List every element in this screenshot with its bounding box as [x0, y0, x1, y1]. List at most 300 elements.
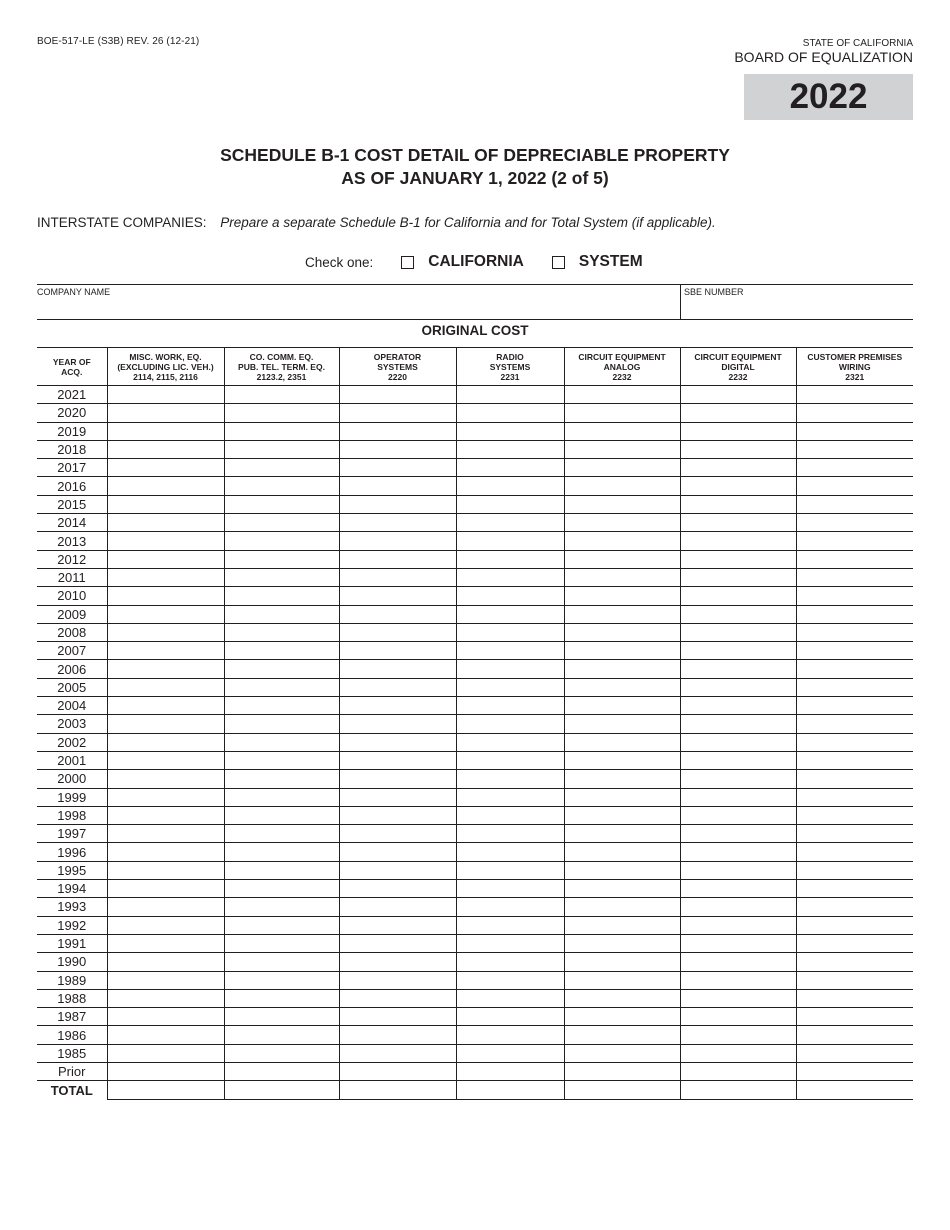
cost-input-cell[interactable]: [224, 989, 339, 1007]
cost-input-cell[interactable]: [456, 971, 564, 989]
cost-input-cell[interactable]: [680, 1062, 796, 1080]
cost-input-cell[interactable]: [224, 459, 339, 477]
cost-input-cell[interactable]: [564, 459, 680, 477]
cost-input-cell[interactable]: [456, 495, 564, 513]
cost-input-cell[interactable]: [224, 1044, 339, 1062]
cost-input-cell[interactable]: [680, 605, 796, 623]
cost-input-cell[interactable]: [796, 386, 913, 404]
cost-input-cell[interactable]: [456, 733, 564, 751]
cost-input-cell[interactable]: [224, 532, 339, 550]
cost-input-cell[interactable]: [564, 623, 680, 641]
cost-input-cell[interactable]: [456, 1008, 564, 1026]
cost-input-cell[interactable]: [680, 477, 796, 495]
cost-input-cell[interactable]: [224, 514, 339, 532]
cost-input-cell[interactable]: [796, 751, 913, 769]
cost-input-cell[interactable]: [564, 770, 680, 788]
cost-input-cell[interactable]: [796, 971, 913, 989]
cost-input-cell[interactable]: [339, 971, 456, 989]
cost-input-cell[interactable]: [339, 1044, 456, 1062]
cost-input-cell[interactable]: [796, 422, 913, 440]
cost-input-cell[interactable]: [796, 825, 913, 843]
cost-input-cell[interactable]: [796, 916, 913, 934]
cost-input-cell[interactable]: [224, 386, 339, 404]
cost-input-cell[interactable]: [456, 916, 564, 934]
col-co-comm: CO. COMM. EQ. PUB. TEL. TERM. EQ. 2123.2, 2351: [224, 348, 339, 386]
cost-input-cell[interactable]: [796, 404, 913, 422]
cost-input-cell[interactable]: [224, 404, 339, 422]
cost-input-cell[interactable]: [680, 788, 796, 806]
cost-input-cell[interactable]: [796, 1044, 913, 1062]
cost-input-cell[interactable]: [564, 953, 680, 971]
cost-input-cell[interactable]: [224, 861, 339, 879]
cost-input-cell[interactable]: [564, 678, 680, 696]
table-row: [37, 678, 913, 696]
cost-input-cell[interactable]: [339, 843, 456, 861]
cost-input-cell[interactable]: [224, 678, 339, 696]
cost-input-cell[interactable]: [107, 861, 224, 879]
california-option[interactable]: [401, 253, 524, 271]
cost-input-cell[interactable]: [680, 880, 796, 898]
table-row: [37, 1062, 913, 1080]
cost-input-cell[interactable]: [107, 697, 224, 715]
cost-input-cell[interactable]: [107, 1008, 224, 1026]
cost-input-cell[interactable]: [796, 1081, 913, 1099]
cost-input-cell[interactable]: [224, 934, 339, 952]
cost-input-cell[interactable]: [456, 678, 564, 696]
cost-input-cell[interactable]: [339, 953, 456, 971]
cost-input-cell[interactable]: [680, 1081, 796, 1099]
cost-input-cell[interactable]: [107, 916, 224, 934]
cost-input-cell[interactable]: [107, 422, 224, 440]
cost-input-cell[interactable]: [107, 404, 224, 422]
cost-input-cell[interactable]: [339, 642, 456, 660]
cost-input-cell[interactable]: [107, 751, 224, 769]
cost-input-cell[interactable]: [339, 1026, 456, 1044]
cost-input-cell[interactable]: [339, 1081, 456, 1099]
cost-input-cell[interactable]: [680, 404, 796, 422]
cost-input-cell[interactable]: [339, 898, 456, 916]
cost-input-cell[interactable]: [456, 934, 564, 952]
cost-input-cell[interactable]: [224, 733, 339, 751]
cost-input-cell[interactable]: [564, 934, 680, 952]
cost-input-cell[interactable]: [564, 660, 680, 678]
cost-input-cell[interactable]: [339, 532, 456, 550]
cost-input-cell[interactable]: [224, 806, 339, 824]
cost-input-cell[interactable]: [107, 660, 224, 678]
cost-input-cell[interactable]: [680, 587, 796, 605]
cost-input-cell[interactable]: [564, 697, 680, 715]
cost-input-cell[interactable]: [339, 1008, 456, 1026]
cost-input-cell[interactable]: [224, 953, 339, 971]
table-row: [37, 1044, 913, 1062]
cost-input-cell[interactable]: [107, 1062, 224, 1080]
cost-input-cell[interactable]: [107, 477, 224, 495]
cost-input-cell[interactable]: [456, 642, 564, 660]
cost-input-cell[interactable]: [339, 806, 456, 824]
cost-input-cell[interactable]: [339, 825, 456, 843]
cost-input-cell[interactable]: [224, 568, 339, 586]
cost-input-cell[interactable]: [339, 440, 456, 458]
cost-input-cell[interactable]: [680, 770, 796, 788]
cost-input-cell[interactable]: [564, 568, 680, 586]
cost-input-cell[interactable]: [224, 697, 339, 715]
table-row: [37, 751, 913, 769]
cost-input-cell[interactable]: [564, 532, 680, 550]
cost-input-cell[interactable]: [796, 495, 913, 513]
cost-input-cell[interactable]: [680, 1026, 796, 1044]
cost-input-cell[interactable]: [680, 550, 796, 568]
cost-input-cell[interactable]: [564, 550, 680, 568]
cost-input-cell[interactable]: [680, 440, 796, 458]
cost-input-cell[interactable]: [680, 898, 796, 916]
cost-input-cell[interactable]: [796, 770, 913, 788]
cost-input-cell[interactable]: [564, 495, 680, 513]
cost-input-cell[interactable]: [107, 770, 224, 788]
cost-input-cell[interactable]: [564, 898, 680, 916]
cost-input-cell[interactable]: [680, 386, 796, 404]
cost-input-cell[interactable]: [339, 422, 456, 440]
cost-input-cell[interactable]: [107, 898, 224, 916]
cost-input-cell[interactable]: [339, 660, 456, 678]
cost-input-cell[interactable]: [456, 989, 564, 1007]
cost-input-cell[interactable]: [224, 825, 339, 843]
cost-input-cell[interactable]: [107, 440, 224, 458]
cost-input-cell[interactable]: [107, 880, 224, 898]
cost-input-cell[interactable]: [224, 788, 339, 806]
table-row: [37, 697, 913, 715]
cost-input-cell[interactable]: [339, 751, 456, 769]
cost-input-cell[interactable]: [224, 880, 339, 898]
cost-input-cell[interactable]: [456, 953, 564, 971]
cost-input-cell[interactable]: [680, 971, 796, 989]
cost-input-cell[interactable]: [107, 605, 224, 623]
cost-input-cell[interactable]: [680, 623, 796, 641]
cost-input-cell[interactable]: [456, 1062, 564, 1080]
cost-input-cell[interactable]: [339, 989, 456, 1007]
year-cell: 2014: [37, 514, 107, 532]
cost-input-cell[interactable]: [564, 861, 680, 879]
year-cell: 2013: [37, 532, 107, 550]
cost-input-cell[interactable]: [224, 605, 339, 623]
california-checkbox[interactable]: [401, 256, 414, 269]
cost-input-cell[interactable]: [680, 678, 796, 696]
cost-input-cell[interactable]: [680, 861, 796, 879]
cost-input-cell[interactable]: [456, 898, 564, 916]
cost-input-cell[interactable]: [456, 715, 564, 733]
cost-input-cell[interactable]: [339, 550, 456, 568]
cost-input-cell[interactable]: [796, 806, 913, 824]
agency-block: [734, 38, 913, 66]
sbe-number-field[interactable]: [680, 285, 744, 320]
cost-input-cell[interactable]: [107, 459, 224, 477]
cost-input-cell[interactable]: [456, 459, 564, 477]
cost-input-cell[interactable]: [564, 477, 680, 495]
cost-input-cell[interactable]: [107, 825, 224, 843]
cost-input-cell[interactable]: [796, 989, 913, 1007]
cost-input-cell[interactable]: [224, 422, 339, 440]
cost-input-cell[interactable]: [224, 751, 339, 769]
cost-input-cell[interactable]: [796, 550, 913, 568]
table-row: [37, 386, 913, 404]
cost-input-cell[interactable]: [224, 550, 339, 568]
cost-input-cell[interactable]: [796, 1008, 913, 1026]
cost-input-cell[interactable]: [456, 623, 564, 641]
cost-input-cell[interactable]: [564, 587, 680, 605]
year-cell: 2021: [37, 386, 107, 404]
cost-input-cell[interactable]: [107, 550, 224, 568]
cost-input-cell[interactable]: [107, 733, 224, 751]
cost-input-cell[interactable]: [107, 1026, 224, 1044]
cost-input-cell[interactable]: [224, 477, 339, 495]
cost-input-cell[interactable]: [796, 733, 913, 751]
cost-input-cell[interactable]: [796, 587, 913, 605]
cost-input-cell[interactable]: [680, 532, 796, 550]
cost-input-cell[interactable]: [107, 532, 224, 550]
cost-input-cell[interactable]: [796, 605, 913, 623]
cost-input-cell[interactable]: [456, 477, 564, 495]
cost-input-cell[interactable]: [796, 514, 913, 532]
cost-input-cell[interactable]: [796, 477, 913, 495]
system-checkbox[interactable]: [552, 256, 565, 269]
cost-input-cell[interactable]: [339, 623, 456, 641]
cost-input-cell[interactable]: [339, 934, 456, 952]
cost-input-cell[interactable]: [107, 715, 224, 733]
cost-input-cell[interactable]: [796, 788, 913, 806]
cost-input-cell[interactable]: [564, 916, 680, 934]
cost-input-cell[interactable]: [107, 953, 224, 971]
cost-input-cell[interactable]: [224, 1081, 339, 1099]
cost-input-cell[interactable]: [339, 733, 456, 751]
cost-input-cell[interactable]: [680, 916, 796, 934]
cost-input-cell[interactable]: [107, 788, 224, 806]
cost-input-cell[interactable]: [339, 587, 456, 605]
cost-input-cell[interactable]: [456, 514, 564, 532]
cost-input-cell[interactable]: [456, 587, 564, 605]
cost-input-cell[interactable]: [796, 532, 913, 550]
company-name-label: COMPANY NAME: [37, 287, 111, 297]
cost-input-cell[interactable]: [796, 715, 913, 733]
cost-input-cell[interactable]: [339, 1062, 456, 1080]
cost-input-cell[interactable]: [339, 514, 456, 532]
cost-input-cell[interactable]: [339, 715, 456, 733]
cost-input-cell[interactable]: [680, 825, 796, 843]
year-cell: 2009: [37, 605, 107, 623]
cost-input-cell[interactable]: [680, 989, 796, 1007]
cost-input-cell[interactable]: [339, 404, 456, 422]
cost-input-cell[interactable]: [107, 1081, 224, 1099]
cost-input-cell[interactable]: [224, 971, 339, 989]
cost-input-cell[interactable]: [107, 623, 224, 641]
cost-input-cell[interactable]: [224, 623, 339, 641]
cost-input-cell[interactable]: [339, 916, 456, 934]
cost-input-cell[interactable]: [796, 440, 913, 458]
cost-input-cell[interactable]: [680, 697, 796, 715]
cost-input-cell[interactable]: [796, 459, 913, 477]
cost-input-cell[interactable]: [680, 953, 796, 971]
cost-input-cell[interactable]: [680, 1008, 796, 1026]
cost-input-cell[interactable]: [456, 788, 564, 806]
cost-input-cell[interactable]: [339, 386, 456, 404]
year-cell: 2008: [37, 623, 107, 641]
cost-input-cell[interactable]: [107, 568, 224, 586]
cost-input-cell[interactable]: [564, 843, 680, 861]
cost-input-cell[interactable]: [564, 989, 680, 1007]
cost-input-cell[interactable]: [339, 788, 456, 806]
cost-input-cell[interactable]: [564, 1026, 680, 1044]
cost-input-cell[interactable]: [564, 715, 680, 733]
company-name-field[interactable]: [37, 287, 110, 297]
cost-input-cell[interactable]: [680, 422, 796, 440]
cost-input-cell[interactable]: [680, 843, 796, 861]
cost-input-cell[interactable]: [680, 751, 796, 769]
cost-input-cell[interactable]: [456, 880, 564, 898]
cost-input-cell[interactable]: [680, 806, 796, 824]
cost-input-cell[interactable]: [680, 1044, 796, 1062]
cost-input-cell[interactable]: [796, 934, 913, 952]
cost-input-cell[interactable]: [564, 880, 680, 898]
cost-input-cell[interactable]: [796, 623, 913, 641]
cost-input-cell[interactable]: [107, 843, 224, 861]
cost-input-cell[interactable]: [680, 459, 796, 477]
cost-input-cell[interactable]: [456, 422, 564, 440]
cost-input-cell[interactable]: [456, 568, 564, 586]
cost-input-cell[interactable]: [564, 751, 680, 769]
cost-input-cell[interactable]: [564, 642, 680, 660]
board-name: BOARD OF EQUALIZATION: [734, 49, 913, 65]
cost-input-cell[interactable]: [339, 770, 456, 788]
cost-input-cell[interactable]: [224, 587, 339, 605]
cost-input-cell[interactable]: [680, 514, 796, 532]
cost-input-cell[interactable]: [224, 843, 339, 861]
cost-input-cell[interactable]: [456, 825, 564, 843]
cost-input-cell[interactable]: [107, 495, 224, 513]
cost-input-cell[interactable]: [224, 440, 339, 458]
cost-input-cell[interactable]: [456, 532, 564, 550]
cost-input-cell[interactable]: [564, 386, 680, 404]
cost-input-cell[interactable]: [564, 1062, 680, 1080]
cost-input-cell[interactable]: [796, 1062, 913, 1080]
cost-input-cell[interactable]: [680, 934, 796, 952]
cost-input-cell[interactable]: [680, 733, 796, 751]
cost-input-cell[interactable]: [796, 880, 913, 898]
cost-input-cell[interactable]: [796, 953, 913, 971]
cost-input-cell[interactable]: [107, 934, 224, 952]
cost-input-cell[interactable]: [339, 861, 456, 879]
cost-input-cell[interactable]: [456, 440, 564, 458]
cost-input-cell[interactable]: [224, 1008, 339, 1026]
cost-input-cell[interactable]: [796, 642, 913, 660]
cost-input-cell[interactable]: [107, 989, 224, 1007]
cost-input-cell[interactable]: [224, 1062, 339, 1080]
cost-input-cell[interactable]: [796, 898, 913, 916]
cost-input-cell[interactable]: [564, 825, 680, 843]
cost-input-cell[interactable]: [224, 916, 339, 934]
cost-input-cell[interactable]: [796, 568, 913, 586]
cost-input-cell[interactable]: [564, 1008, 680, 1026]
table-row: [37, 404, 913, 422]
cost-input-cell[interactable]: [564, 788, 680, 806]
cost-input-cell[interactable]: [796, 861, 913, 879]
cost-input-cell[interactable]: [796, 678, 913, 696]
cost-input-cell[interactable]: [224, 770, 339, 788]
cost-input-cell[interactable]: [456, 550, 564, 568]
cost-input-cell[interactable]: [224, 495, 339, 513]
cost-input-cell[interactable]: [680, 660, 796, 678]
cost-input-cell[interactable]: [107, 971, 224, 989]
check-one-row: [305, 253, 671, 271]
cost-input-cell[interactable]: [339, 678, 456, 696]
cost-input-cell[interactable]: [680, 715, 796, 733]
cost-input-cell[interactable]: [564, 1081, 680, 1099]
cost-input-cell[interactable]: [107, 1044, 224, 1062]
cost-input-cell[interactable]: [680, 568, 796, 586]
cost-input-cell[interactable]: [339, 459, 456, 477]
cost-input-cell[interactable]: [564, 422, 680, 440]
cost-input-cell[interactable]: [456, 404, 564, 422]
cost-input-cell[interactable]: [339, 880, 456, 898]
cost-input-cell[interactable]: [564, 514, 680, 532]
year-cell: 1995: [37, 861, 107, 879]
cost-input-cell[interactable]: [564, 605, 680, 623]
cost-input-cell[interactable]: [339, 605, 456, 623]
table-row: [37, 440, 913, 458]
cost-input-cell[interactable]: [564, 971, 680, 989]
cost-input-cell[interactable]: [456, 861, 564, 879]
cost-input-cell[interactable]: [456, 751, 564, 769]
cost-input-cell[interactable]: [564, 440, 680, 458]
cost-input-cell[interactable]: [224, 660, 339, 678]
cost-input-cell[interactable]: [107, 806, 224, 824]
cost-input-cell[interactable]: [564, 1044, 680, 1062]
cost-input-cell[interactable]: [107, 514, 224, 532]
cost-input-cell[interactable]: [796, 697, 913, 715]
cost-input-cell[interactable]: [224, 898, 339, 916]
cost-input-cell[interactable]: [680, 642, 796, 660]
cost-input-cell[interactable]: [564, 404, 680, 422]
cost-input-cell[interactable]: [339, 495, 456, 513]
system-option[interactable]: [552, 253, 643, 271]
cost-input-cell[interactable]: [107, 678, 224, 696]
cost-input-cell[interactable]: [680, 495, 796, 513]
cost-input-cell[interactable]: [224, 642, 339, 660]
cost-input-cell[interactable]: [107, 587, 224, 605]
cost-input-cell[interactable]: [339, 697, 456, 715]
cost-input-cell[interactable]: [796, 843, 913, 861]
cost-input-cell[interactable]: [456, 697, 564, 715]
year-cell: 2007: [37, 642, 107, 660]
cost-input-cell[interactable]: [796, 660, 913, 678]
cost-input-cell[interactable]: [564, 733, 680, 751]
cost-input-cell[interactable]: [456, 605, 564, 623]
cost-input-cell[interactable]: [224, 1026, 339, 1044]
cost-input-cell[interactable]: [339, 568, 456, 586]
cost-input-cell[interactable]: [107, 386, 224, 404]
cost-input-cell[interactable]: [796, 1026, 913, 1044]
cost-input-cell[interactable]: [107, 642, 224, 660]
cost-input-cell[interactable]: [456, 843, 564, 861]
cost-input-cell[interactable]: [456, 1081, 564, 1099]
cost-input-cell[interactable]: [224, 715, 339, 733]
cost-input-cell[interactable]: [456, 806, 564, 824]
cost-input-cell[interactable]: [456, 770, 564, 788]
cost-input-cell[interactable]: [339, 477, 456, 495]
cost-input-cell[interactable]: [456, 660, 564, 678]
cost-input-cell[interactable]: [456, 1026, 564, 1044]
col-circuit-digital: CIRCUIT EQUIPMENT DIGITAL 2232: [680, 348, 796, 386]
cost-input-cell[interactable]: [456, 1044, 564, 1062]
cost-input-cell[interactable]: [564, 806, 680, 824]
cost-input-cell[interactable]: [456, 386, 564, 404]
